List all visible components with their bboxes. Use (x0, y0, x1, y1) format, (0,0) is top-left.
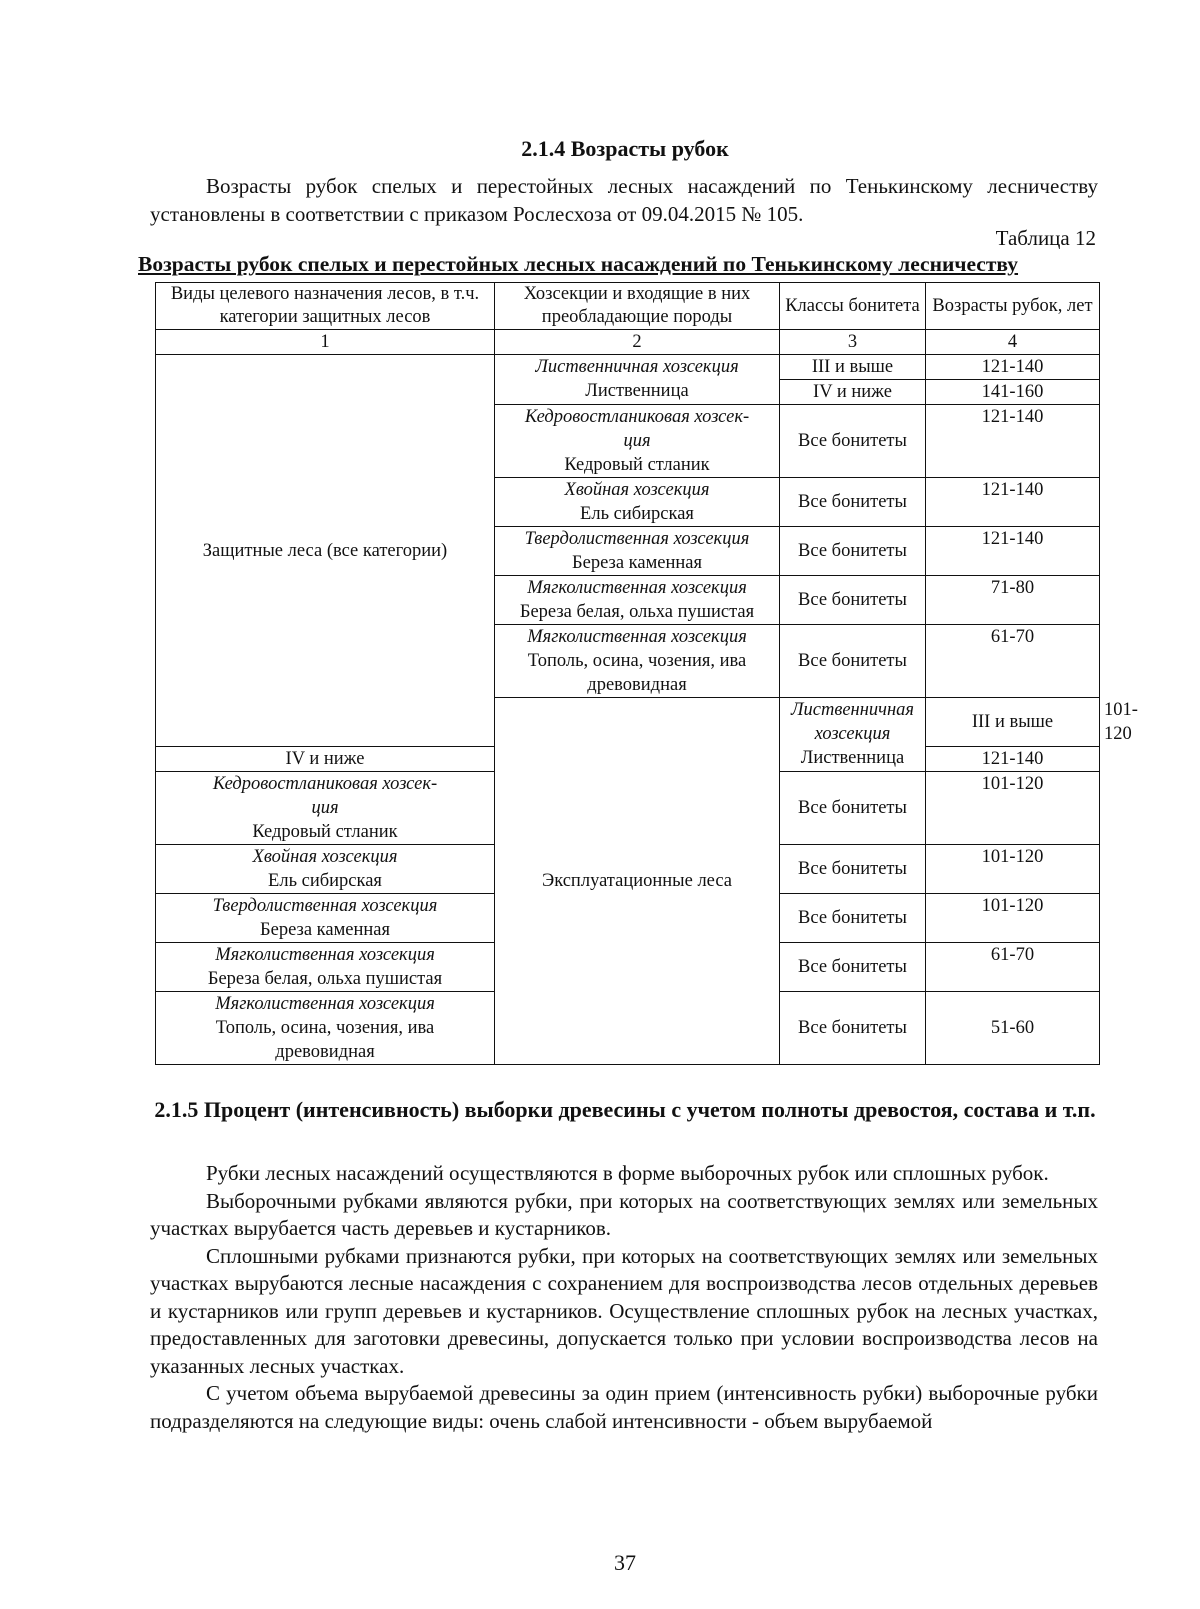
age-cell: 141-160 (926, 380, 1100, 405)
section-cell (495, 576, 780, 625)
age-cell: 71-80 (926, 576, 1100, 625)
age-cell: 101-120 (926, 845, 1100, 894)
age-cell: 101-120 (926, 772, 1100, 845)
header-forest-type: Виды целевого назначения лесов, в т.ч. категории защитных лесов (156, 283, 495, 330)
section-cell (495, 405, 780, 478)
section-cell (156, 894, 495, 943)
bonitet-cell: Все бонитеты (780, 405, 926, 478)
bonitet-cell: Все бонитеты (780, 894, 926, 943)
section-name-cont: ция (311, 798, 339, 818)
section-title: 2.1.4 Возрасты рубок (521, 136, 729, 161)
table-row (156, 355, 1100, 380)
table-number: Таблица 12 (995, 226, 1096, 250)
age-cell: 121-140 (926, 747, 1100, 772)
section-name: Кедровостланиковая хозсек- (524, 407, 750, 427)
header-sections: Хозсекции и входящие в них преобладающие породы (495, 283, 780, 330)
bonitet-cell: Все бонитеты (780, 576, 926, 625)
section-cell (156, 943, 495, 992)
age-cell: 121-140 (926, 478, 1100, 527)
bonitet-cell: III и выше (780, 355, 926, 380)
table-colnum-row (156, 330, 1100, 355)
bonitet-cell: Все бонитеты (780, 992, 926, 1065)
larch-section-cell (780, 698, 926, 772)
bonitet-cell: Все бонитеты (780, 478, 926, 527)
species-name: Береза белая, ольха пушистая (207, 969, 443, 989)
species-name: Береза белая, ольха пушистая (519, 602, 755, 622)
larch-section-cell (495, 355, 780, 405)
bonitet-cell: Все бонитеты (780, 625, 926, 698)
paragraph: С учетом объема вырубаемой древесины за один прием (интенсивность рубки) выборочные рубки подразделяются на следующие виды: очень слабой интенсивности - объем вырубаемой (150, 1381, 1098, 1433)
section-cell (495, 527, 780, 576)
bonitet-cell: III и выше (926, 698, 1100, 747)
species-name: Кедровый стланик (564, 455, 710, 475)
age-cell: 101-120 (926, 894, 1100, 943)
section-cell (156, 845, 495, 894)
section-name: Мягколиственная хозсекция (215, 945, 435, 965)
section-name: Хвойная хозсекция (252, 847, 398, 867)
species-name: Береза каменная (259, 920, 391, 940)
section-name: Мягколиственная хозсекция (527, 627, 747, 647)
section-name: Лиственничная хозсекция (535, 357, 739, 377)
age-cell: 61-70 (926, 943, 1100, 992)
section-cell (156, 992, 495, 1065)
species-name: Лиственница (585, 381, 689, 401)
age-cell: 61-70 (926, 625, 1100, 698)
section2-title: 2.1.5 Процент (интенсивность) выборки древесины с учетом полноты древостоя, состава и т.п. (154, 1097, 1096, 1122)
header-bonitet: Классы бонитета (780, 283, 926, 330)
bonitet-cell: Все бонитеты (780, 943, 926, 992)
bonitet-cell: IV и ниже (156, 747, 495, 772)
section-name: Мягколиственная хозсекция (527, 578, 747, 598)
bonitet-cell: Все бонитеты (780, 772, 926, 845)
species-name: Лиственница (800, 748, 905, 768)
age-cell: 121-140 (926, 527, 1100, 576)
species-name: Тополь, осина, чозения, ива (215, 1018, 435, 1038)
table-header-row (156, 283, 1100, 330)
section-name-cont: ция (623, 431, 651, 451)
species-name-cont: древовидная (275, 1042, 375, 1062)
species-name-cont: древовидная (587, 675, 687, 695)
section-name: Лиственничная хозсекция (790, 700, 915, 744)
section-name: Кедровостланиковая хозсек- (212, 774, 438, 794)
species-name: Ель сибирская (268, 871, 382, 891)
section-name: Мягколиственная хозсекция (215, 994, 435, 1014)
group-name-protective: Защитные леса (все категории) (156, 355, 495, 747)
colnum-4: 4 (926, 330, 1100, 355)
species-name: Ель сибирская (580, 504, 694, 524)
paragraph: Рубки лесных насаждений осуществляются в форме выборочных рубок или сплошных рубок. (206, 1161, 1049, 1185)
section-name: Твердолиственная хозсекция (212, 896, 438, 916)
header-age: Возрасты рубок, лет (926, 283, 1100, 330)
section-name: Твердолиственная хозсекция (524, 529, 750, 549)
table-row: Эксплуатационные леса Лиственничная хозсекция Лиственница III и выше 101-120 (156, 698, 1100, 747)
colnum-2: 2 (495, 330, 780, 355)
age-cell: 121-140 (926, 355, 1100, 380)
body-text (150, 1160, 1098, 1435)
paragraph: Сплошными рубками признаются рубки, при которых на соответствующих землях или земельных участках вырубаются лесные насаждения с сохранением для воспроизводства лесов отдельных деревьев и кустарников или групп деревьев и кустарников. Осуществление сплошных рубок на лесных участках, предоставленных для заготовки древесины, допускается только при условии воспроизводства лесов на указанных лесных участках. (150, 1243, 1098, 1378)
section-name: Хвойная хозсекция (564, 480, 710, 500)
age-cell: 51-60 (926, 992, 1100, 1065)
species-name: Кедровый стланик (252, 822, 398, 842)
cutting-age-table (155, 282, 1138, 1065)
bonitet-cell: Все бонитеты (780, 845, 926, 894)
group-name-production: Эксплуатационные леса (495, 698, 780, 1065)
colnum-1: 1 (156, 330, 495, 355)
paragraph: Выборочными рубками являются рубки, при которых на соответствующих землях или земельных участках вырубается часть деревьев и кустарников. (150, 1188, 1098, 1240)
species-name: Береза каменная (571, 553, 703, 573)
table-title: Возрасты рубок спелых и перестойных лесных насаждений по Тенькинскому лесничеству (138, 252, 1019, 276)
section-cell (156, 772, 495, 845)
intro-paragraph: Возрасты рубок спелых и перестойных лесных насаждений по Тенькинскому лесничеству установлены в соответствии с приказом Рослесхоза от 09.04.2015 № 105. (150, 174, 1098, 226)
colnum-3: 3 (780, 330, 926, 355)
age-cell: 121-140 (926, 405, 1100, 478)
section-cell (495, 478, 780, 527)
bonitet-cell: Все бонитеты (780, 527, 926, 576)
section-cell (495, 625, 780, 698)
species-name: Тополь, осина, чозения, ива (527, 651, 747, 671)
bonitet-cell: IV и ниже (780, 380, 926, 405)
page-number: 37 (614, 1550, 636, 1575)
